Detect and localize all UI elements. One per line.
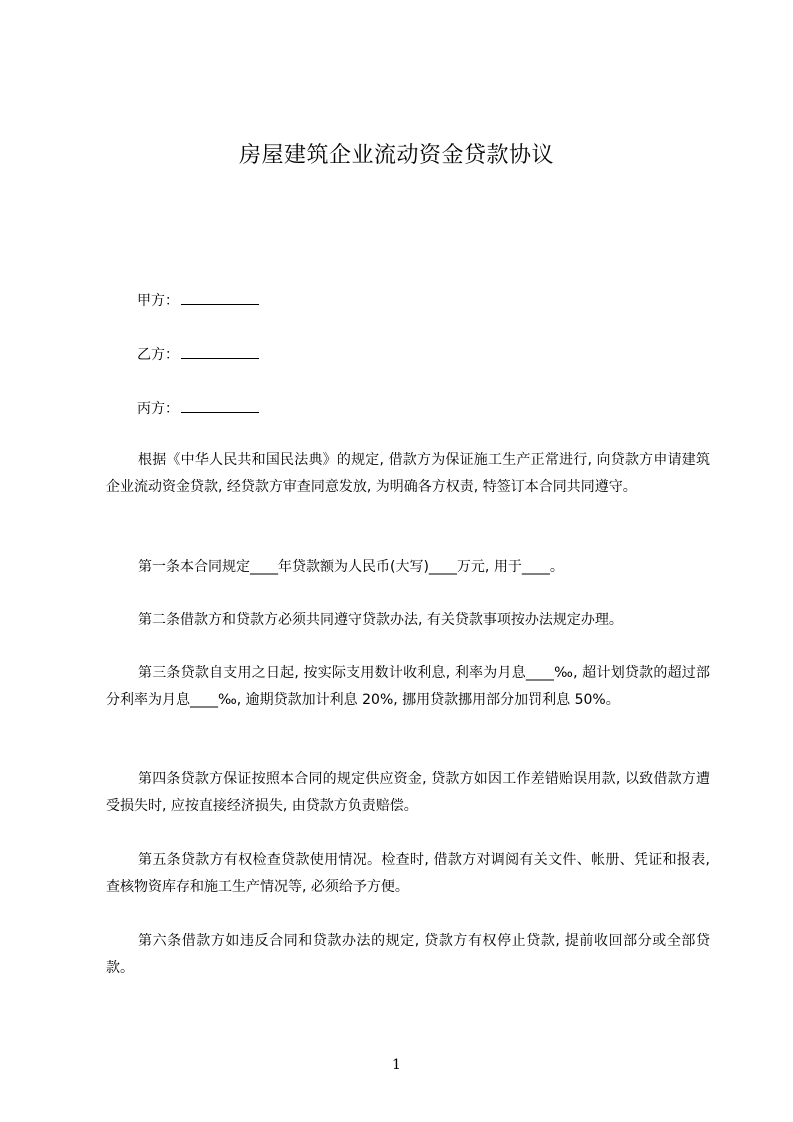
article-6-paragraph: 第六条借款方如违反合同和贷款办法的规定, 贷款方有权停止贷款, 提前收回部分或全部贷款。	[106, 933, 710, 976]
party-b-label: 乙方：	[137, 347, 179, 363]
article-1-paragraph: 第一条本合同规定____年贷款额为人民币(大写)____万元, 用于____。	[138, 559, 564, 575]
party-c-blank	[181, 398, 259, 413]
article-2-paragraph: 第二条借款方和贷款方必须共同遵守贷款办法, 有关贷款事项按办法规定办理。	[138, 612, 623, 628]
party-c-label: 丙方：	[137, 401, 179, 417]
party-a-label: 甲方：	[137, 293, 179, 309]
article-3-paragraph: 第三条贷款自支用之日起, 按实际支用数计收利息, 利率为月息____‰, 超计划贷款的超过部分利率为月息____‰, 逾期贷款加计利息 20%, 挪用贷款挪用部分加罚利息 50%。	[106, 665, 710, 708]
article-5-paragraph: 第五条贷款方有权检查贷款使用情况。检查时, 借款方对调阅有关文件、帐册、凭证和报表, 查核物资库存和施工生产情况等, 必须给予方便。	[106, 852, 710, 895]
party-b-line	[137, 344, 259, 365]
article-4-paragraph: 第四条贷款方保证按照本合同的规定供应资金, 贷款方如因工作差错贻误用款, 以致借款方遭受损失时, 应按直接经济损失, 由贷款方负责赔偿。	[106, 771, 710, 814]
party-c-line	[137, 398, 259, 419]
party-b-blank	[181, 344, 259, 359]
party-a-blank	[181, 290, 259, 305]
preamble-paragraph: 根据《中华人民共和国民法典》的规定, 借款方为保证施工生产正常进行, 向贷款方申请建筑企业流动资金贷款, 经贷款方审查同意发放, 为明确各方权责, 特签订本合同共同遵守。	[106, 452, 710, 495]
document-title: 房屋建筑企业流动资金贷款协议	[238, 143, 554, 168]
party-a-line	[137, 290, 259, 311]
page-number: 1	[392, 1057, 401, 1073]
